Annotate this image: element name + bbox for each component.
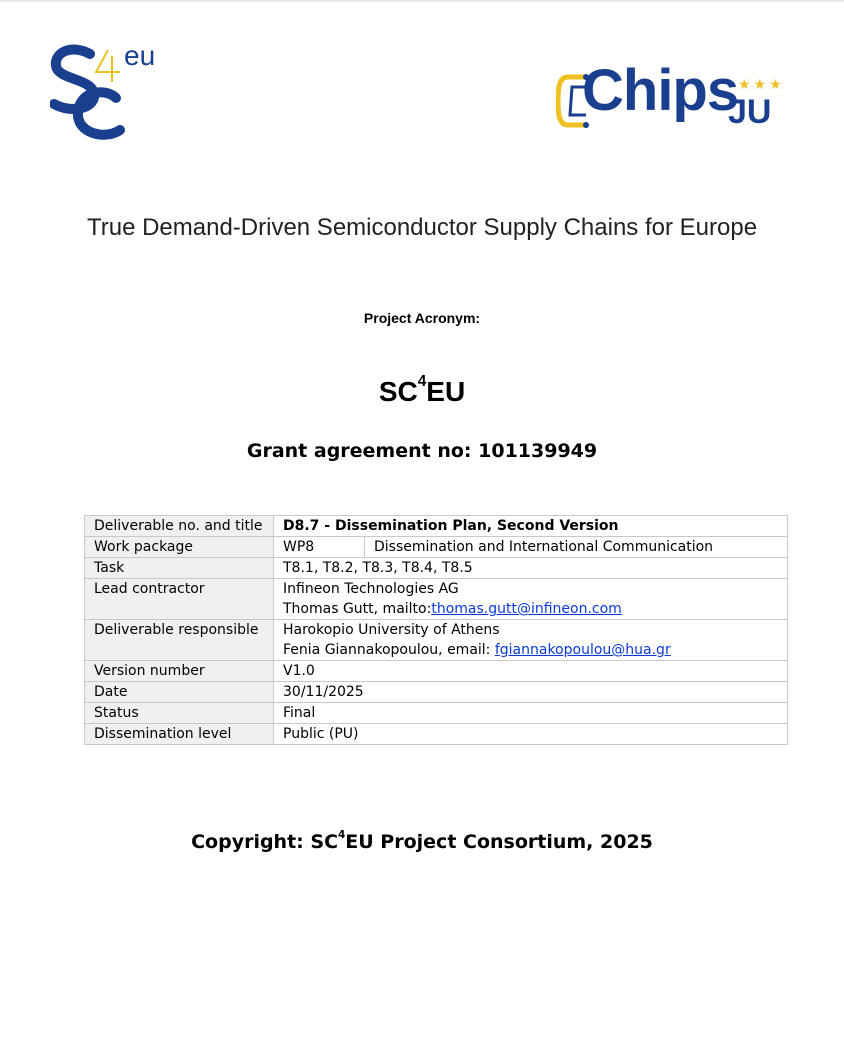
deliverable-value: D8.7 - Dissemination Plan, Second Version	[274, 516, 788, 537]
table-row	[85, 682, 788, 703]
dissemination-level-value: Public (PU)	[274, 724, 788, 745]
responsible-label: Deliverable responsible	[85, 620, 274, 661]
date-value: 30/11/2025	[274, 682, 788, 703]
acronym-label: Project Acronym:	[363, 310, 481, 326]
table-row	[85, 537, 788, 558]
chips-ju-logo	[552, 58, 794, 143]
copyright-notice	[0, 828, 844, 853]
lead-person	[283, 599, 778, 619]
stars-icon: ★★★	[738, 77, 785, 93]
status-label: Status	[85, 703, 274, 724]
copyright-suffix: EU Project Consortium, 2025	[345, 831, 653, 853]
responsible-org: Harokopio University of Athens	[283, 622, 500, 638]
deliverable-label: Deliverable no. and title	[85, 516, 274, 537]
table-row	[85, 620, 788, 661]
copyright-prefix: Copyright: SC	[191, 831, 339, 853]
table-row	[85, 703, 788, 724]
document-title: True Demand-Driven Semiconductor Supply Chains for Europe	[86, 214, 758, 241]
version-label: Version number	[85, 661, 274, 682]
work-package-code: WP8	[283, 537, 365, 557]
table-row	[85, 558, 788, 579]
copyright-sup: 4	[338, 828, 346, 841]
task-label: Task	[85, 558, 274, 579]
table-row	[85, 516, 788, 537]
responsible-person	[283, 640, 778, 660]
acronym-sup: 4	[417, 372, 427, 390]
lead-email-link[interactable]: thomas.gutt@infineon.com	[431, 601, 622, 617]
acronym-suffix: EU	[426, 376, 466, 407]
table-row	[85, 661, 788, 682]
status-value: Final	[274, 703, 788, 724]
work-package-desc: Dissemination and International Communication	[374, 539, 714, 555]
version-value: V1.0	[274, 661, 788, 682]
work-package-cell	[274, 537, 788, 558]
acronym-prefix: SC	[378, 376, 418, 407]
table-row	[85, 579, 788, 620]
project-acronym	[0, 372, 844, 408]
lead-contractor-label: Lead contractor	[85, 579, 274, 620]
grant-agreement: Grant agreement no: 101139949	[246, 440, 598, 462]
deliverable-info-table	[84, 515, 788, 745]
task-value: T8.1, T8.2, T8.3, T8.4, T8.5	[274, 558, 788, 579]
date-label: Date	[85, 682, 274, 703]
responsible-email-link[interactable]: fgiannakopoulou@hua.gr	[494, 642, 671, 658]
sc4eu-logo-eu: eu	[124, 40, 156, 71]
dissemination-level-label: Dissemination level	[85, 724, 274, 745]
ju-word: JU	[728, 93, 772, 131]
responsible-person-text: Fenia Giannakopoulou, email:	[283, 642, 495, 658]
work-package-label: Work package	[85, 537, 274, 558]
sc4eu-logo	[50, 42, 178, 142]
table-row	[85, 724, 788, 745]
responsible-value	[274, 620, 788, 661]
chips-word: Chips	[582, 58, 739, 123]
lead-person-text: Thomas Gutt, mailto:	[283, 601, 432, 617]
top-border	[0, 0, 844, 2]
lead-contractor-value	[274, 579, 788, 620]
lead-org: Infineon Technologies AG	[283, 581, 459, 597]
